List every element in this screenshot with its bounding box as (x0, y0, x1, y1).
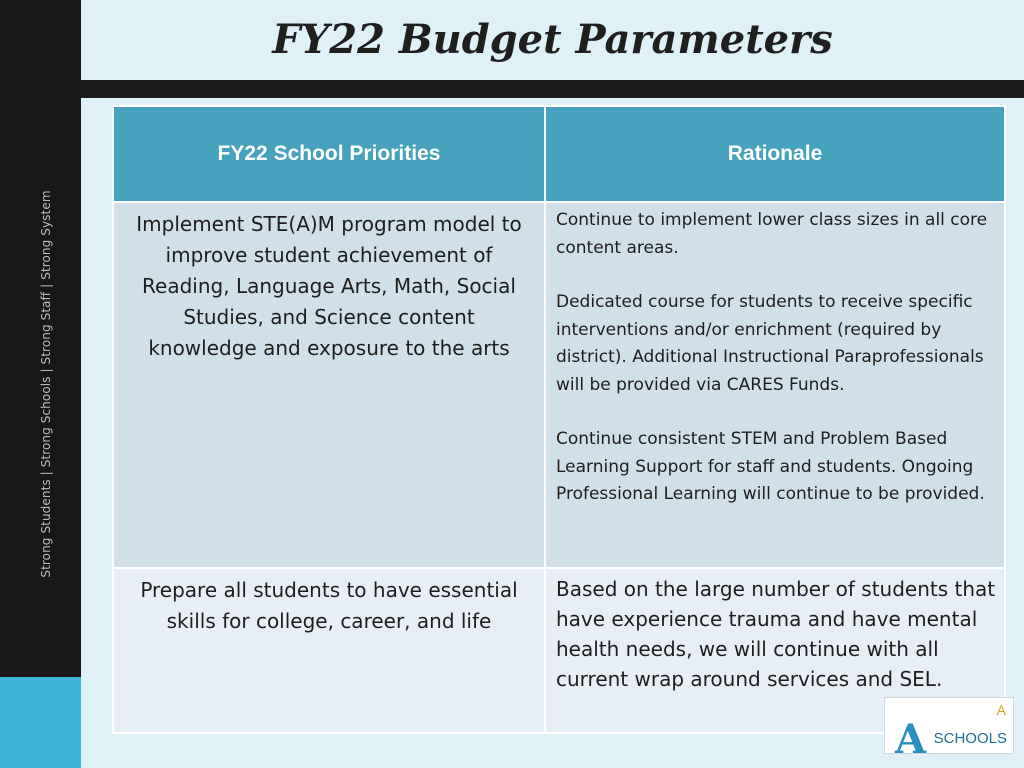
logo-mark-icon: A (895, 716, 927, 754)
priority-cell: Implement STE(A)M program model to improve student achievement of Reading, Language Arts, Math, Social Studies, and Science content knowledge and exposure to the arts (113, 202, 545, 568)
header-rationale: Rationale (545, 106, 1005, 202)
rationale-cell (545, 202, 1005, 568)
logo-text: SCHOOLS (933, 730, 1007, 747)
school-logo (884, 697, 1014, 754)
rationale-paragraph: Dedicated course for students to receive specific interventions and/or enrichment (required by district). Additional Instructional Paraprofessionals will be provided via CARES Funds. (556, 292, 984, 395)
title-divider-bar (81, 80, 1024, 98)
priority-cell: Prepare all students to have essential skills for college, career, and life (113, 568, 545, 733)
rationale-paragraph: Continue consistent STEM and Problem Based Learning Support for staff and students. Ongoing Professional Learning will continue to be provided. (556, 429, 985, 504)
table-row (113, 568, 1005, 733)
table-row (113, 202, 1005, 568)
rationale-paragraph: Continue to implement lower class sizes in all core content areas. (556, 210, 988, 258)
table-header-row (113, 106, 1005, 202)
logo-top-text: A (996, 702, 1007, 718)
sidebar-accent (0, 677, 81, 768)
header-priorities: FY22 School Priorities (113, 106, 545, 202)
rationale-paragraph: Based on the large number of students that have experience trauma and have mental health needs, we will continue with all current wrap around services and SEL. (556, 577, 996, 691)
budget-table (112, 105, 1006, 734)
slide-title: FY22 Budget Parameters (272, 16, 833, 63)
sidebar-tagline: Strong Students | Strong Schools | Strong Staff | Strong System (39, 190, 53, 578)
